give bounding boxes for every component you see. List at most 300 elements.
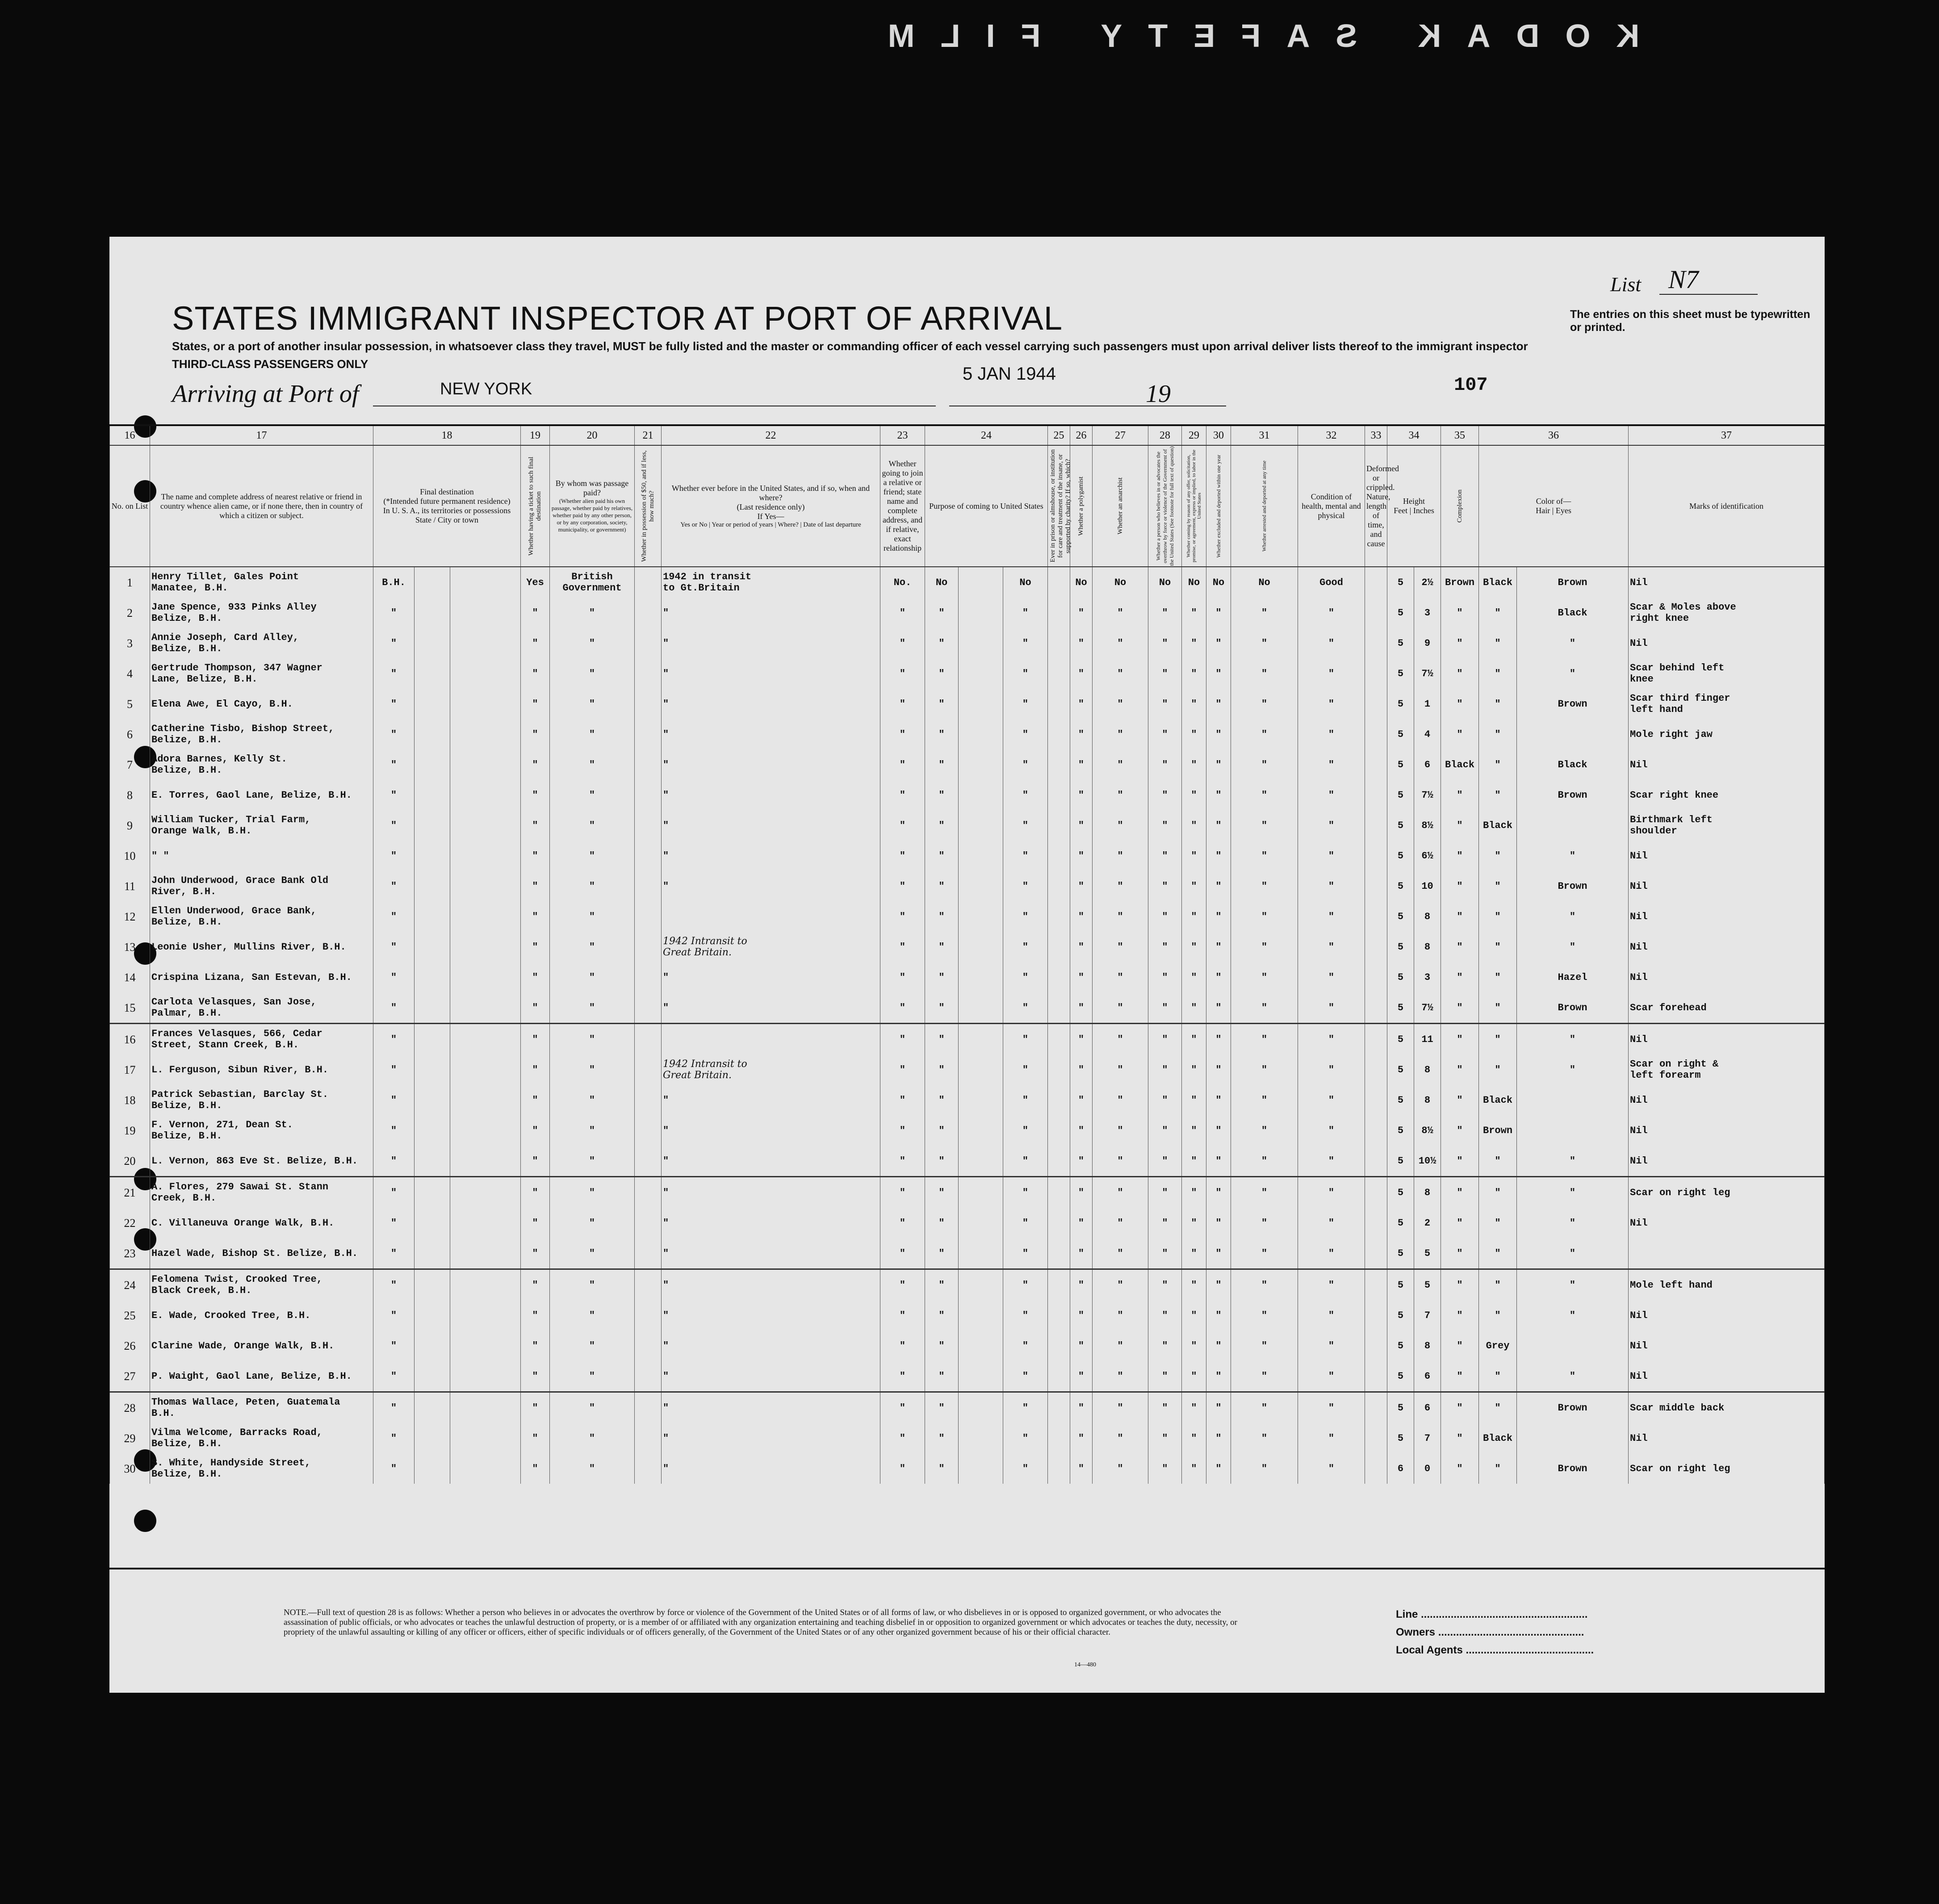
table-row: [110, 1024, 1825, 1055]
table-row: [110, 841, 1825, 871]
cell-poly: ": [1070, 992, 1093, 1024]
cell-no: 21: [110, 1177, 150, 1208]
cell-foreign: ": [373, 932, 415, 962]
cell-q30: ": [1206, 1423, 1231, 1453]
cell-join: ": [880, 1208, 925, 1238]
cell-q30: ": [1206, 841, 1231, 871]
cell-relative: Thomas Wallace, Peten, Guatemala B.H.: [150, 1392, 373, 1423]
cell-ticket: ": [521, 1085, 550, 1115]
cell-cond: ": [1298, 1423, 1365, 1453]
port-name: NEW YORK: [440, 380, 532, 398]
cell-deformed: [1365, 1055, 1387, 1085]
cell-p3: ": [1003, 780, 1048, 810]
cell-q30: ": [1206, 598, 1231, 628]
cell-anarch: No: [1093, 567, 1148, 598]
cell-relative: Crispina Lizana, San Estevan, B.H.: [150, 962, 373, 992]
cell-year: ": [662, 1177, 880, 1208]
cell-year: ": [662, 719, 880, 749]
cell-prison: [1048, 962, 1070, 992]
cell-hair: ": [1479, 1361, 1517, 1392]
header-deformed: Deformed or crippled. Nature, length of time, and cause: [1365, 445, 1387, 567]
cell-feet: 5: [1387, 1269, 1414, 1301]
cell-join: ": [880, 1085, 925, 1115]
cell-relative: A. Flores, 279 Sawai St. Stann Creek, B.H.: [150, 1177, 373, 1208]
cell-q31: ": [1231, 1024, 1298, 1055]
cell-feet: 5: [1387, 962, 1414, 992]
cell-p1: ": [925, 871, 959, 901]
cell-q29: ": [1182, 689, 1206, 719]
table-row: [110, 810, 1825, 841]
page-title: STATES IMMIGRANT INSPECTOR AT PORT OF ARRIVAL: [172, 300, 1063, 337]
cell-hair: ": [1479, 780, 1517, 810]
cell-eyes: [1517, 1085, 1629, 1115]
cell-q30: ": [1206, 1300, 1231, 1331]
cell-city: [450, 689, 521, 719]
cell-poly: ": [1070, 810, 1093, 841]
cell-no: 1: [110, 567, 150, 598]
cell-eyes: Black: [1517, 749, 1629, 780]
table-row: [110, 719, 1825, 749]
cell-city: [450, 1024, 521, 1055]
header-height: Height Feet | Inches: [1387, 445, 1441, 567]
cell-complexion: ": [1441, 1331, 1479, 1361]
cell-p1: ": [925, 598, 959, 628]
cell-prison: [1048, 810, 1070, 841]
cell-city: [450, 658, 521, 689]
cell-p3: ": [1003, 992, 1048, 1024]
signature-lines: Line ........................................................ Owners ................................................. Local Agents ...........................................: [1396, 1608, 1594, 1656]
cell-feet: 5: [1387, 901, 1414, 932]
cell-year: ": [662, 658, 880, 689]
cell-p2: [959, 1238, 1003, 1269]
cell-deformed: [1365, 567, 1387, 598]
cell-ticket: ": [521, 901, 550, 932]
cell-marks: Nil: [1629, 1146, 1825, 1177]
cell-cond: ": [1298, 1331, 1365, 1361]
cell-eyes: ": [1517, 658, 1629, 689]
cell-p3: ": [1003, 1085, 1048, 1115]
cell-q30: ": [1206, 1331, 1231, 1361]
cell-cond: ": [1298, 992, 1365, 1024]
cell-inches: 6: [1414, 749, 1441, 780]
cell-poly: ": [1070, 1300, 1093, 1331]
cell-join: ": [880, 901, 925, 932]
cell-q31: ": [1231, 1238, 1298, 1269]
cell-poly: ": [1070, 1423, 1093, 1453]
cell-state: [415, 1115, 450, 1146]
cell-complexion: ": [1441, 598, 1479, 628]
cell-cond: ": [1298, 1085, 1365, 1115]
cell-state: [415, 962, 450, 992]
cell-complexion: ": [1441, 1177, 1479, 1208]
cell-poly: No: [1070, 567, 1093, 598]
cell-join: ": [880, 932, 925, 962]
cell-p2: [959, 901, 1003, 932]
cell-complexion: ": [1441, 1392, 1479, 1423]
cell-city: [450, 628, 521, 658]
cell-state: [415, 1300, 450, 1331]
cell-p3: ": [1003, 1361, 1048, 1392]
cell-city: [450, 1177, 521, 1208]
cell-state: [415, 658, 450, 689]
cell-q30: ": [1206, 992, 1231, 1024]
cell-fifty: [635, 1146, 662, 1177]
cell-no: 22: [110, 1208, 150, 1238]
cell-inches: 10: [1414, 871, 1441, 901]
cell-join: ": [880, 689, 925, 719]
cell-inches: 7½: [1414, 658, 1441, 689]
cell-complexion: ": [1441, 1146, 1479, 1177]
cell-fifty: [635, 1208, 662, 1238]
cell-city: [450, 871, 521, 901]
cell-relative: P. Waight, Gaol Lane, Belize, B.H.: [150, 1361, 373, 1392]
header-final-destination: Final destination (*Intended future permanent residence) In U. S. A., its territories or possessions State / City or town: [373, 445, 521, 567]
cell-p2: [959, 1177, 1003, 1208]
cell-q28: ": [1148, 1423, 1182, 1453]
cell-hair: ": [1479, 1392, 1517, 1423]
cell-deformed: [1365, 719, 1387, 749]
cell-p2: [959, 1392, 1003, 1423]
cell-p2: [959, 962, 1003, 992]
cell-hair: Black: [1479, 810, 1517, 841]
cell-feet: 5: [1387, 1423, 1414, 1453]
cell-feet: 5: [1387, 658, 1414, 689]
cell-year: ": [662, 1453, 880, 1484]
cell-join: ": [880, 992, 925, 1024]
cell-q28: ": [1148, 1361, 1182, 1392]
cell-p2: [959, 932, 1003, 962]
cell-city: [450, 962, 521, 992]
cell-year: ": [662, 689, 880, 719]
cell-state: [415, 1238, 450, 1269]
cell-feet: 5: [1387, 1392, 1414, 1423]
cell-q29: ": [1182, 628, 1206, 658]
cell-p2: [959, 810, 1003, 841]
cell-state: [415, 780, 450, 810]
cell-inches: 3: [1414, 598, 1441, 628]
cell-q28: ": [1148, 901, 1182, 932]
cell-cond: Good: [1298, 567, 1365, 598]
cell-state: [415, 719, 450, 749]
table-row: [110, 1115, 1825, 1146]
cell-paid: ": [550, 689, 635, 719]
cell-inches: 1: [1414, 689, 1441, 719]
cell-deformed: [1365, 1361, 1387, 1392]
cell-q29: ": [1182, 1300, 1206, 1331]
cell-ticket: ": [521, 1238, 550, 1269]
cell-join: ": [880, 719, 925, 749]
cell-deformed: [1365, 962, 1387, 992]
cell-q29: ": [1182, 992, 1206, 1024]
cell-q31: ": [1231, 810, 1298, 841]
header-no-on-list: No. on List: [110, 445, 150, 567]
cell-relative: Clarine Wade, Orange Walk, B.H.: [150, 1331, 373, 1361]
cell-p3: ": [1003, 962, 1048, 992]
cell-state: [415, 1055, 450, 1085]
cell-feet: 5: [1387, 749, 1414, 780]
cell-anarch: ": [1093, 749, 1148, 780]
cell-prison: [1048, 1361, 1070, 1392]
cell-fifty: [635, 1055, 662, 1085]
cell-deformed: [1365, 658, 1387, 689]
cell-q31: ": [1231, 1392, 1298, 1423]
cell-anarch: ": [1093, 658, 1148, 689]
cell-no: 8: [110, 780, 150, 810]
cell-prison: [1048, 628, 1070, 658]
cell-no: 11: [110, 871, 150, 901]
cell-p3: ": [1003, 1177, 1048, 1208]
cell-eyes: ": [1517, 1208, 1629, 1238]
cell-anarch: ": [1093, 1208, 1148, 1238]
cell-p2: [959, 1423, 1003, 1453]
cell-q31: ": [1231, 1331, 1298, 1361]
cell-deformed: [1365, 628, 1387, 658]
cell-relative: C. Villaneuva Orange Walk, B.H.: [150, 1208, 373, 1238]
cell-foreign: ": [373, 1085, 415, 1115]
cell-foreign: ": [373, 1392, 415, 1423]
cell-anarch: ": [1093, 780, 1148, 810]
cell-deformed: [1365, 1331, 1387, 1361]
list-label: List: [1610, 273, 1642, 296]
cell-ticket: ": [521, 780, 550, 810]
cell-p1: ": [925, 1453, 959, 1484]
cell-relative: Felomena Twist, Crooked Tree, Black Creek, B.H.: [150, 1269, 373, 1301]
cell-cond: ": [1298, 1392, 1365, 1423]
cell-feet: 5: [1387, 1177, 1414, 1208]
cell-anarch: ": [1093, 598, 1148, 628]
cell-year: ": [662, 962, 880, 992]
cell-q28: ": [1148, 992, 1182, 1024]
cell-complexion: ": [1441, 962, 1479, 992]
cell-foreign: ": [373, 1361, 415, 1392]
cell-q29: ": [1182, 1269, 1206, 1301]
cell-q30: ": [1206, 932, 1231, 962]
cell-cond: ": [1298, 932, 1365, 962]
cell-foreign: ": [373, 810, 415, 841]
cell-city: [450, 1331, 521, 1361]
cell-year: ": [662, 1085, 880, 1115]
cell-join: ": [880, 628, 925, 658]
cell-complexion: ": [1441, 1115, 1479, 1146]
cell-ticket: ": [521, 992, 550, 1024]
cell-marks: Nil: [1629, 1024, 1825, 1055]
cell-deformed: [1365, 992, 1387, 1024]
cell-q29: ": [1182, 780, 1206, 810]
punch-hole: [134, 1510, 156, 1532]
cell-year: ": [662, 1300, 880, 1331]
cell-p2: [959, 1300, 1003, 1331]
cell-anarch: ": [1093, 962, 1148, 992]
cell-prison: [1048, 1024, 1070, 1055]
cell-q29: No: [1182, 567, 1206, 598]
cell-inches: 8: [1414, 1177, 1441, 1208]
cell-p2: [959, 719, 1003, 749]
cell-eyes: Brown: [1517, 567, 1629, 598]
cell-q28: ": [1148, 1146, 1182, 1177]
cell-p1: ": [925, 1392, 959, 1423]
cell-no: 10: [110, 841, 150, 871]
cell-deformed: [1365, 871, 1387, 901]
cell-year: ": [662, 598, 880, 628]
cell-deformed: [1365, 932, 1387, 962]
cell-marks: Nil: [1629, 1331, 1825, 1361]
cell-poly: ": [1070, 871, 1093, 901]
cell-feet: 5: [1387, 1024, 1414, 1055]
cell-relative: Patrick Sebastian, Barclay St. Belize, B.H.: [150, 1085, 373, 1115]
cell-p2: [959, 992, 1003, 1024]
cell-cond: ": [1298, 1238, 1365, 1269]
cell-cond: ": [1298, 810, 1365, 841]
cell-poly: ": [1070, 1024, 1093, 1055]
cell-inches: 3: [1414, 962, 1441, 992]
cell-complexion: ": [1441, 1423, 1479, 1453]
cell-foreign: ": [373, 689, 415, 719]
cell-prison: [1048, 1055, 1070, 1085]
cell-ticket: ": [521, 1269, 550, 1301]
cell-poly: ": [1070, 1361, 1093, 1392]
table-row: [110, 992, 1825, 1024]
cell-complexion: ": [1441, 689, 1479, 719]
cell-p3: ": [1003, 1238, 1048, 1269]
cell-ticket: ": [521, 719, 550, 749]
cell-poly: ": [1070, 1085, 1093, 1115]
cell-q30: ": [1206, 719, 1231, 749]
cell-deformed: [1365, 689, 1387, 719]
cell-q29: ": [1182, 841, 1206, 871]
cell-eyes: ": [1517, 932, 1629, 962]
cell-year: 1942 Intransit to Great Britain.: [662, 932, 880, 962]
cell-city: [450, 1146, 521, 1177]
cell-join: ": [880, 1115, 925, 1146]
passenger-class: THIRD-CLASS PASSENGERS ONLY: [172, 357, 369, 371]
cell-hair: ": [1479, 689, 1517, 719]
cell-ticket: ": [521, 1423, 550, 1453]
cell-feet: 5: [1387, 871, 1414, 901]
cell-no: 4: [110, 658, 150, 689]
cell-no: 3: [110, 628, 150, 658]
cell-year: ": [662, 841, 880, 871]
table-row: [110, 598, 1825, 628]
typewritten-note: The entries on this sheet must be typewritten or printed.: [1570, 308, 1810, 334]
cell-eyes: ": [1517, 1269, 1629, 1301]
cell-foreign: ": [373, 962, 415, 992]
page-number: 107: [1454, 374, 1488, 396]
table-row: [110, 1146, 1825, 1177]
cell-city: [450, 1453, 521, 1484]
cell-q29: ": [1182, 719, 1206, 749]
cell-p3: ": [1003, 932, 1048, 962]
cell-fifty: [635, 689, 662, 719]
cell-q28: ": [1148, 1331, 1182, 1361]
cell-city: [450, 992, 521, 1024]
header-q30: Whether excluded and deported within one year: [1206, 445, 1231, 567]
cell-hair: ": [1479, 1300, 1517, 1331]
cell-q30: ": [1206, 1392, 1231, 1423]
cell-join: ": [880, 1423, 925, 1453]
cell-q28: No: [1148, 567, 1182, 598]
cell-foreign: B.H.: [373, 567, 415, 598]
cell-fifty: [635, 1024, 662, 1055]
cell-year: ": [662, 1361, 880, 1392]
cell-anarch: ": [1093, 1146, 1148, 1177]
cell-year: ": [662, 1331, 880, 1361]
cell-city: [450, 780, 521, 810]
cell-p3: ": [1003, 841, 1048, 871]
cell-no: 16: [110, 1024, 150, 1055]
cell-hair: ": [1479, 841, 1517, 871]
cell-q30: ": [1206, 1208, 1231, 1238]
cell-city: [450, 1361, 521, 1392]
cell-paid: ": [550, 658, 635, 689]
cell-year: ": [662, 992, 880, 1024]
cell-foreign: ": [373, 1115, 415, 1146]
cell-poly: ": [1070, 689, 1093, 719]
cell-p3: ": [1003, 1208, 1048, 1238]
cell-feet: 5: [1387, 689, 1414, 719]
cell-paid: ": [550, 598, 635, 628]
cell-feet: 5: [1387, 932, 1414, 962]
cell-hair: ": [1479, 901, 1517, 932]
cell-feet: 5: [1387, 1208, 1414, 1238]
cell-city: [450, 1269, 521, 1301]
table-row: [110, 689, 1825, 719]
cell-complexion: ": [1441, 901, 1479, 932]
cell-q28: ": [1148, 1269, 1182, 1301]
cell-inches: 10½: [1414, 1146, 1441, 1177]
cell-q31: ": [1231, 1423, 1298, 1453]
cell-feet: 5: [1387, 1085, 1414, 1115]
cell-anarch: ": [1093, 1085, 1148, 1115]
cell-join: ": [880, 1392, 925, 1423]
cell-feet: 5: [1387, 780, 1414, 810]
cell-join: ": [880, 1238, 925, 1269]
cell-p1: ": [925, 841, 959, 871]
cell-eyes: Brown: [1517, 1453, 1629, 1484]
cell-anarch: ": [1093, 901, 1148, 932]
cell-q31: ": [1231, 1453, 1298, 1484]
cell-year: ": [662, 1146, 880, 1177]
cell-city: [450, 1085, 521, 1115]
cell-poly: ": [1070, 1269, 1093, 1301]
cell-anarch: ": [1093, 1423, 1148, 1453]
cell-q28: ": [1148, 1085, 1182, 1115]
cell-p2: [959, 628, 1003, 658]
cell-relative: William Tucker, Trial Farm, Orange Walk, B.H.: [150, 810, 373, 841]
cell-eyes: Black: [1517, 598, 1629, 628]
cell-deformed: [1365, 901, 1387, 932]
table-row: [110, 1361, 1825, 1392]
cell-foreign: ": [373, 598, 415, 628]
cell-p2: [959, 689, 1003, 719]
header-fifty-dollars: Whether in possession of $50, and if less, how much?: [635, 445, 662, 567]
cell-fifty: [635, 1238, 662, 1269]
cell-year: ": [662, 1208, 880, 1238]
cell-ticket: ": [521, 841, 550, 871]
arriving-label: Arriving at Port of: [172, 380, 359, 408]
cell-prison: [1048, 1238, 1070, 1269]
cell-q29: ": [1182, 932, 1206, 962]
table-row: [110, 871, 1825, 901]
cell-fifty: [635, 992, 662, 1024]
cell-join: ": [880, 1177, 925, 1208]
cell-complexion: ": [1441, 1300, 1479, 1331]
cell-paid: ": [550, 1392, 635, 1423]
cell-relative: Frances Velasques, 566, Cedar Street, Stann Creek, B.H.: [150, 1024, 373, 1055]
cell-paid: ": [550, 841, 635, 871]
cell-q28: ": [1148, 1208, 1182, 1238]
cell-foreign: ": [373, 1423, 415, 1453]
cell-join: ": [880, 598, 925, 628]
